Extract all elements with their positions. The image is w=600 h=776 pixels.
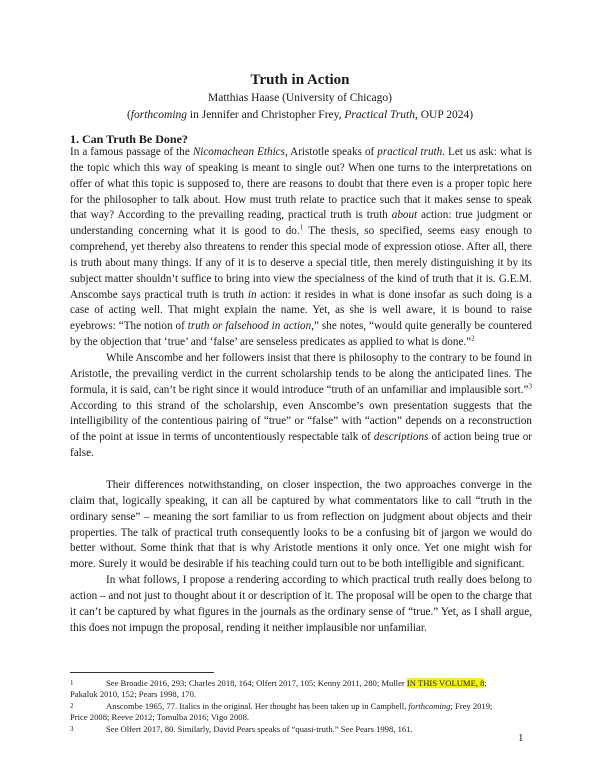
section-heading: 1. Can Truth Be Done?	[70, 132, 188, 146]
page-number: 1	[518, 732, 524, 744]
text-run: In a famous passage of the	[70, 146, 193, 158]
footnote-1	[70, 678, 532, 699]
paper-title: Truth in Action	[250, 72, 350, 88]
highlighted-text: IN THIS VOLUME, 8	[406, 678, 485, 688]
text-run: ,” she notes, “would quite generally be countered by the objection that ‘true’ and ‘false’ are senseless predicates as applied to what is done.”	[70, 320, 532, 349]
footnote-continuation: Pakaluk 2010, 152; Pears 1998, 170.	[70, 688, 197, 699]
publication-line	[0, 109, 600, 121]
italic-text: Nicomachean Ethics	[192, 146, 285, 158]
pub-forthcoming: forthcoming	[130, 109, 188, 121]
footnote-divider	[70, 672, 214, 673]
text-run: See Broadie 2016, 293; Charles 2018, 164; Olfert 2017, 105; Kenny 2011, 280; Muller	[106, 678, 407, 688]
footnote-number: 3	[70, 725, 74, 733]
text-run: action: true judgment or understanding concerning what it is good to do.	[70, 209, 533, 238]
footnote-ref-1[interactable]: 1	[299, 223, 304, 232]
paragraph-4	[70, 573, 532, 636]
text-run: , Aristotle speaks of	[284, 146, 378, 158]
footnote-text: See Olfert 2017, 80. Similarly, David Pears speaks of “quasi-truth.” See Pears 1998, 161.	[106, 724, 413, 734]
text-run: According to this strand of the scholarship, even Anscombe’s own presentation suggests that the intelligibility of the contentious pairing of “true” or “false” with “action” depends on a reconstruction of the point at issue in terms of uncontentiously respectable talk of	[70, 399, 532, 444]
italic-text: truth or falsehood in action	[187, 320, 312, 333]
paragraph-3-text: Their differences notwithstanding, on closer inspection, the two approaches converge in the claim that, logically speaking, it can all be captured by what commentators like to call “truth in the ordinary sense” – meaning the sort familiar to us from reflection on judgment about objects and their properties. The talk of practical truth consequently looks to be a confusing bit of jargon we would do better without. Some think that that is why Aristotle mentions it only once. Yet one might wish for more. Surely it would be desirable if his teaching could turn out to be both intelligible and significant.	[70, 479, 532, 571]
pub-open: (	[126, 109, 131, 121]
footnote-2	[70, 701, 532, 722]
paragraph-4-text: In what follows, I propose a rendering according to which practical truth really does belong to action – and not just to thought about it or description of it. The proposal will be open to the charge that it can’t be captured by what figures in the journals as the ordinary sense of “true.” Yet, as I shall argue, this does not impugn the proposal, rending it neither implausible nor unfamiliar.	[70, 574, 532, 634]
paragraph-3	[70, 478, 532, 573]
footnote-3	[70, 724, 532, 735]
italic-text: practical truth	[377, 146, 443, 158]
italic-text: about	[391, 209, 418, 222]
text-run: action: it resides in what is done insofar as such doing is a case of acting well. That might explain the name. Yet, as she is well aware, it is bound to raise eyebrows: “The notion of	[70, 288, 532, 333]
pub-in: in Jennifer and Christopher Frey,	[187, 109, 345, 121]
italic-text: descriptions	[373, 431, 429, 444]
pub-book-title: Practical Truth	[344, 109, 415, 121]
footnote-ref-3[interactable]: 3	[528, 381, 532, 390]
text-run: . Let us ask: what is the topic which this way of speaking is meant to single out? When one turns to the interpretations on offer of what this topic is supposed to, there are reasons to doubt that there even is a proper topic here for the philosopher to talk about. How must truth relate to practice such that it makes sense to speak that way? According to the prevailing reading, practical truth is truth	[70, 146, 532, 222]
footnote-text	[106, 701, 532, 712]
italic-text: in	[247, 288, 257, 301]
text-run: ; Frey 2019;	[450, 701, 493, 711]
text-run: ;	[484, 678, 487, 688]
footnote-number: 1	[70, 679, 74, 687]
author-line: Matthias Haase (University of Chicago)	[208, 92, 392, 104]
paragraph-2	[70, 351, 532, 462]
footnote-ref-2[interactable]: 2	[471, 334, 475, 343]
footnote-continuation: Price 2008; Reeve 2012; Tomulba 2016; Vigo 2008.	[70, 711, 250, 722]
text-run: While Anscombe and her followers insist that there is philosophy to the contrary to be found in Aristotle, the prevailing verdict in the current scholarship tends to be along the anticipated lines. The formula, it is said, can’t be right since it would introduce “truth of an unfamiliar and implausible sort.”	[70, 352, 532, 396]
text-run: of action being true or false.	[70, 431, 532, 460]
text-run: The thesis, so specified, seems easy enough to comprehend, yet thereby also threatens to render this special mode of expression otiose. After all, there is truth about many things. If any of it is to deserve a special title, then merely distinguishing it by its subject matter shouldn’t suffice to bring into view the specialness of the kind of truth that it is. G.E.M. Anscombe says practical truth is truth	[70, 225, 532, 301]
footnote-number: 2	[70, 702, 74, 710]
italic-text: forthcoming	[408, 701, 451, 711]
footnote-text	[106, 678, 532, 689]
paragraph-1	[70, 145, 532, 351]
text-run: Anscombe 1965, 77. Italics in the original. Her thought has been taken up in Campbell,	[106, 701, 409, 711]
pub-tail: , OUP 2024)	[415, 109, 474, 121]
